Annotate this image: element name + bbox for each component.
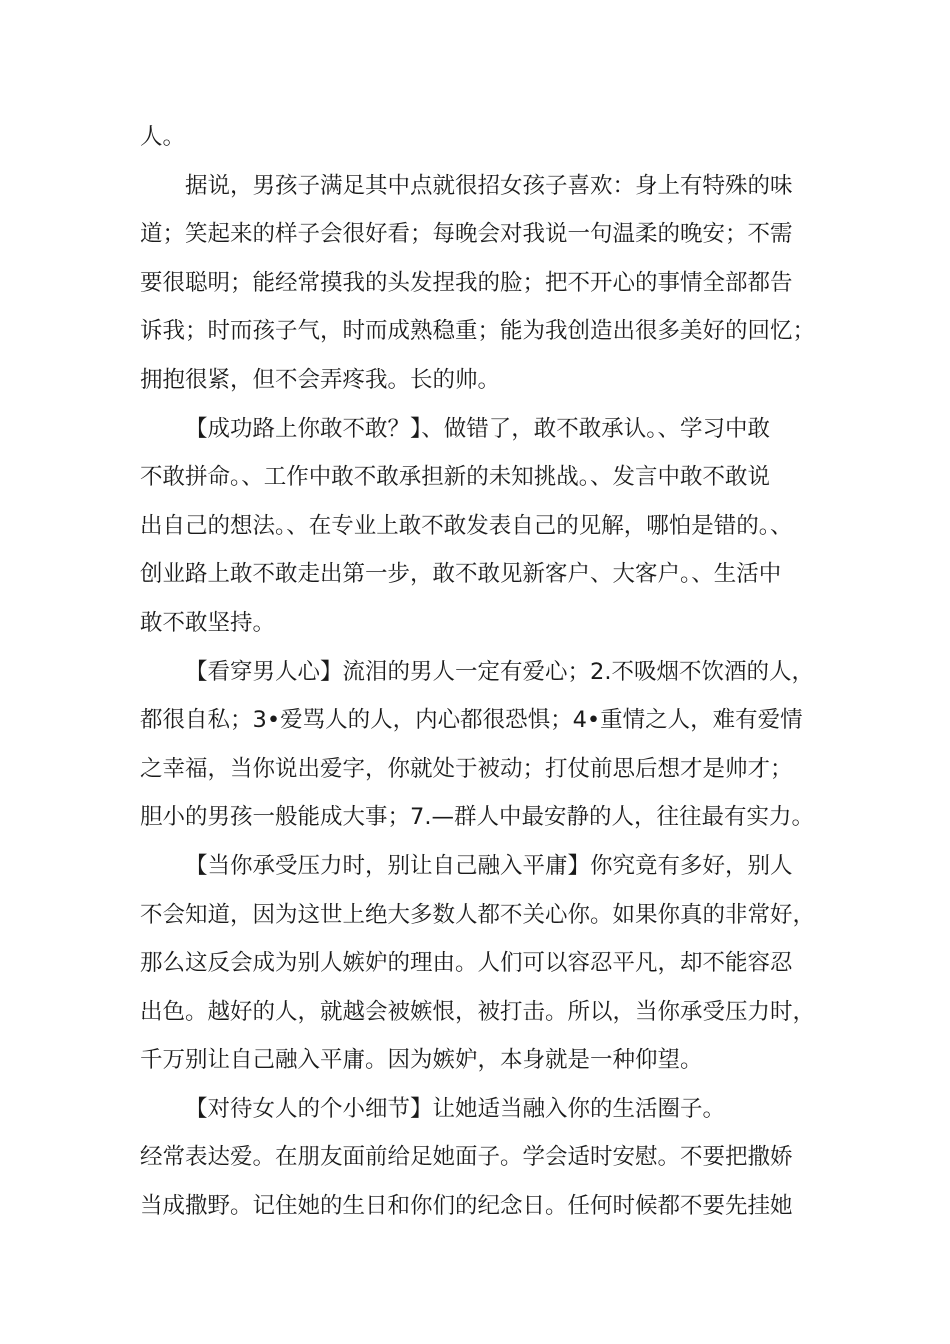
- text-line: 创业路上敢不敢走出第一步，敢不敢见新客户、大客户。、生活中: [140, 561, 782, 588]
- text-line: 不敢拼命。、工作中敢不敢承担新的未知挑战。、发言中敢不敢说: [140, 464, 771, 491]
- text-line: 拥抱很紧，但不会弄疼我。长的帅。: [140, 366, 501, 393]
- text-line: 胆小的男孩一般能成大事；7.—群人中最安静的人，往往最有实力。: [140, 804, 814, 831]
- text-line: 之幸福，当你说出爱字，你就处于被动；打仗前思后想才是帅才；: [140, 755, 793, 782]
- document-body: [140, 113, 820, 1231]
- text-line: 敢不敢坚持。: [140, 609, 276, 636]
- text-line: 经常表达爱。在朋友面前给足她面子。学会适时安慰。不要把撒娇: [140, 1144, 793, 1171]
- text-line: 都很自私；3•爱骂人的人，内心都很恐惧；4•重情之人，难有爱情: [140, 707, 803, 734]
- text-line: 据说，男孩子满足其中点就很招女孩子喜欢：身上有特殊的味: [185, 172, 793, 199]
- text-line: 【成功路上你敢不敢？】、做错了，敢不敢承认。、学习中敢: [185, 415, 771, 442]
- text-line: 出色。越好的人，就越会被嫉恨，被打击。所以，当你承受压力时，: [140, 998, 816, 1025]
- text-line: 千万别让自己融入平庸。因为嫉妒，本身就是一种仰望。: [140, 1047, 703, 1074]
- text-line: 诉我；时而孩子气，时而成熟稳重；能为我创造出很多美好的回忆；: [140, 318, 816, 345]
- text-line: 【看穿男人心】流泪的男人一定有爱心；2.不吸烟不饮酒的人，: [185, 658, 814, 685]
- text-line: 人。: [140, 124, 186, 150]
- text-line: 【当你承受压力时，别让自己融入平庸】你究竟有多好，别人: [185, 852, 793, 879]
- text-line: 当成撒野。记住她的生日和你们的纪念日。任何时候都不要先挂她: [140, 1193, 793, 1220]
- text-line: 要很聪明；能经常摸我的头发捏我的脸；把不开心的事情全部都告: [140, 269, 793, 296]
- text-line: 出自己的想法。、在专业上敢不敢发表自己的见解，哪怕是错的。、: [140, 512, 793, 539]
- text-line: 【对待女人的个小细节】让她适当融入你的生活圈子。: [185, 1095, 726, 1122]
- text-line: 道；笑起来的样子会很好看；每晚会对我说一句温柔的晚安；不需: [140, 221, 793, 248]
- text-line: 那么这反会成为别人嫉妒的理由。人们可以容忍平凡，却不能容忍: [140, 950, 793, 977]
- text-line: 不会知道，因为这世上绝大多数人都不关心你。如果你真的非常好，: [140, 901, 816, 928]
